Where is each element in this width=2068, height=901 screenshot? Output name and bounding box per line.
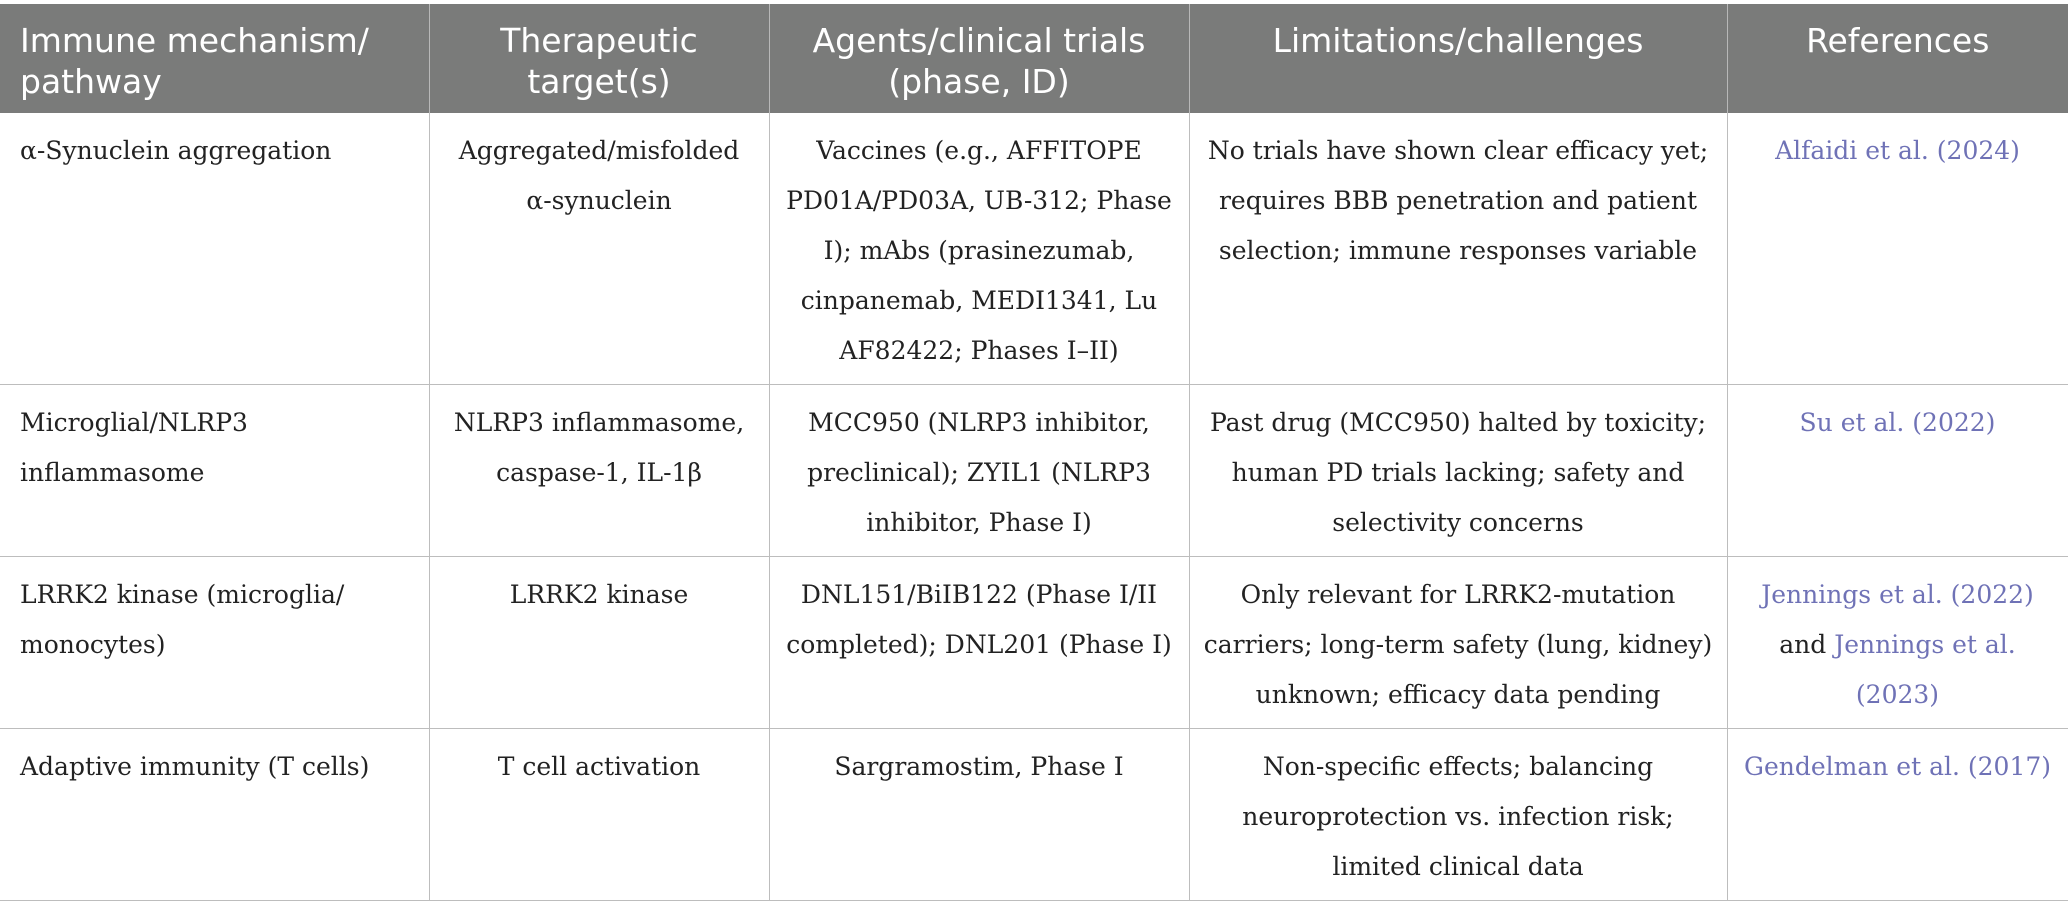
header-targets: Therapeutic target(s) xyxy=(429,4,769,113)
cell-mechanism: LRRK2 kinase (microglia/ monocytes) xyxy=(0,557,429,729)
cell-limitations: Non-specific effects; balancing neuroprotection vs. infection risk; limited clinical data xyxy=(1189,729,1727,901)
immunotherapy-table xyxy=(0,4,2068,901)
header-references: References xyxy=(1727,4,2068,113)
header-agents: Agents/clinical trials (phase, ID) xyxy=(769,4,1189,113)
reference-link[interactable]: Gendelman et al. (2017) xyxy=(1743,752,2052,781)
cell-targets: Aggregated/misfolded α-synuclein xyxy=(429,113,769,385)
header-mechanism: Immune mechanism/ pathway xyxy=(0,4,429,113)
cell-references xyxy=(1727,113,2068,385)
reference-join-text: and xyxy=(1779,630,1835,659)
cell-mechanism: Adaptive immunity (T cells) xyxy=(0,729,429,901)
cell-targets: LRRK2 kinase xyxy=(429,557,769,729)
table-row xyxy=(0,729,2068,901)
reference-link[interactable]: Su et al. (2022) xyxy=(1799,408,1996,437)
table-row xyxy=(0,385,2068,557)
reference-link[interactable]: Jennings et al. (2022) xyxy=(1761,580,2034,609)
cell-targets: T cell activation xyxy=(429,729,769,901)
header-row xyxy=(0,4,2068,113)
cell-agents: MCC950 (NLRP3 inhibitor, preclinical); ZYIL1 (NLRP3 inhibitor, Phase I) xyxy=(769,385,1189,557)
cell-references xyxy=(1727,729,2068,901)
reference-link[interactable]: Alfaidi et al. (2024) xyxy=(1775,136,2020,165)
cell-agents: Vaccines (e.g., AFFITOPE PD01A/PD03A, UB-312; Phase I); mAbs (prasinezumab, cinpanemab, MEDI1341, Lu AF82422; Phases I–II) xyxy=(769,113,1189,385)
cell-mechanism: Microglial/NLRP3 inflammasome xyxy=(0,385,429,557)
table-body xyxy=(0,113,2068,901)
cell-references xyxy=(1727,557,2068,729)
cell-agents: DNL151/BiIB122 (Phase I/II completed); DNL201 (Phase I) xyxy=(769,557,1189,729)
cell-limitations: No trials have shown clear efficacy yet; requires BBB penetration and patient selection; immune responses variable xyxy=(1189,113,1727,385)
table-row xyxy=(0,557,2068,729)
cell-references xyxy=(1727,385,2068,557)
table-header xyxy=(0,4,2068,113)
cell-targets: NLRP3 inflammasome, caspase-1, IL-1β xyxy=(429,385,769,557)
reference-link[interactable]: Jennings et al. (2023) xyxy=(1834,630,2016,709)
cell-mechanism: α-Synuclein aggregation xyxy=(0,113,429,385)
table-row xyxy=(0,113,2068,385)
cell-agents: Sargramostim, Phase I xyxy=(769,729,1189,901)
cell-limitations: Only relevant for LRRK2-mutation carriers; long-term safety (lung, kidney) unknown; efficacy data pending xyxy=(1189,557,1727,729)
header-limitations: Limitations/challenges xyxy=(1189,4,1727,113)
cell-limitations: Past drug (MCC950) halted by toxicity; human PD trials lacking; safety and selectivity concerns xyxy=(1189,385,1727,557)
